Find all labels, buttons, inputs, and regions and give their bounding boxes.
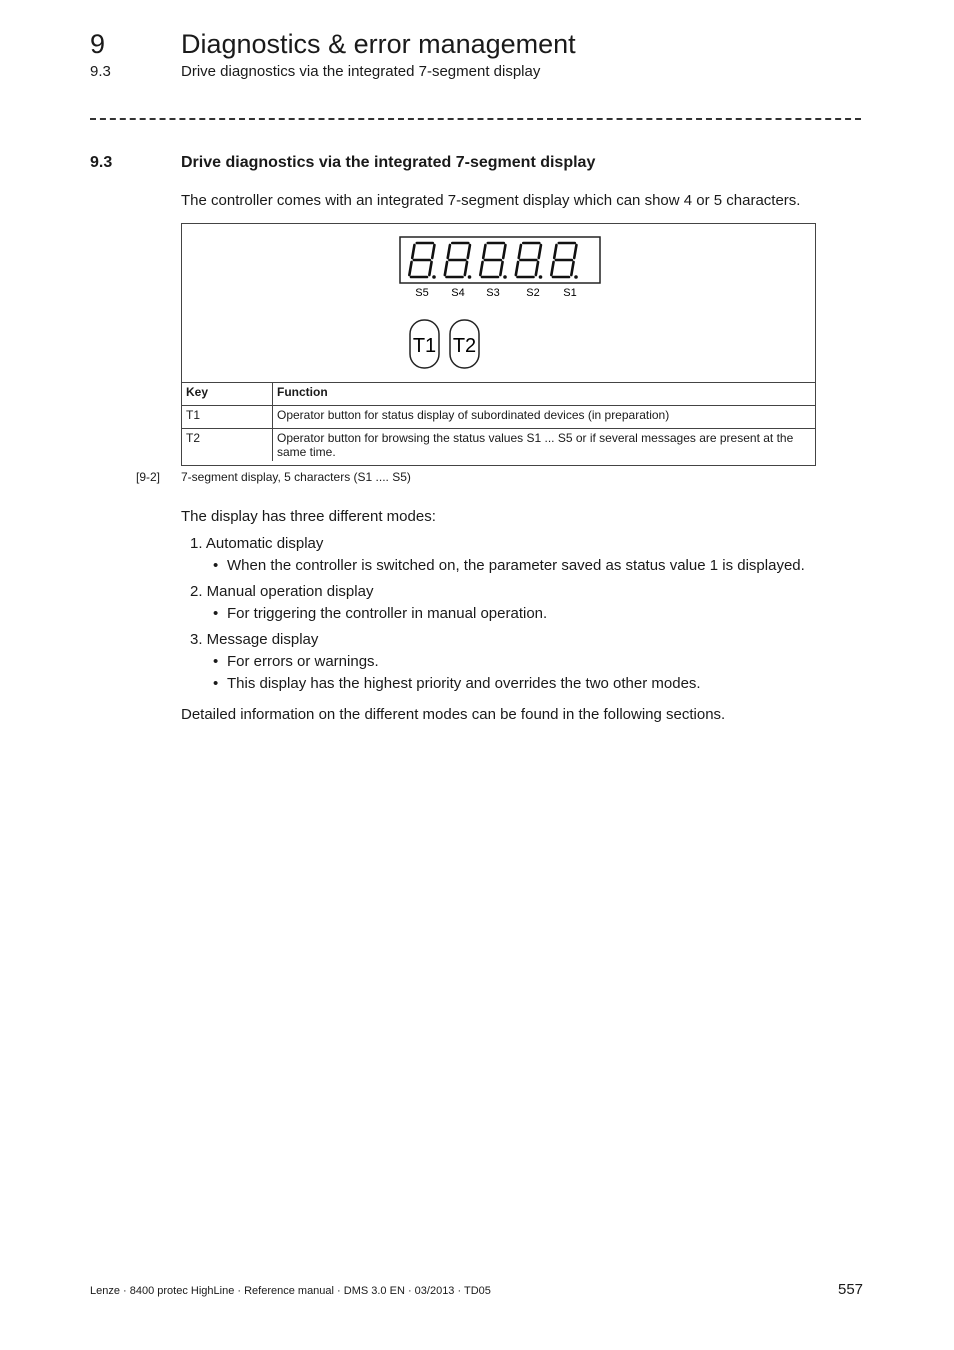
bullet-glyph: •	[213, 557, 219, 574]
list-item	[181, 582, 861, 624]
section-title: Drive diagnostics via the integrated 7-segment display	[181, 154, 596, 171]
digit-5-segment-6	[554, 245, 556, 258]
digit-4-segment-6	[519, 245, 521, 258]
digit-4-decimal-point	[539, 275, 543, 279]
digit-label-s4: S4	[451, 287, 465, 299]
table-cell-function: Operator button for status display of subordinated devices (in preparation)	[273, 406, 817, 429]
chapter-title: Diagnostics & error management	[181, 29, 576, 59]
mode-bullets	[181, 556, 861, 576]
digit-labels	[415, 287, 576, 299]
section-intro: The controller comes with an integrated 7-segment display which can show 4 or 5 characters.	[181, 192, 801, 209]
digit-2-segment-2	[468, 245, 470, 258]
digit-2-segment-5	[445, 262, 447, 275]
table-cell-key: T2	[182, 429, 273, 462]
table-header-row	[182, 383, 816, 406]
digit-label-s1: S1	[563, 287, 577, 299]
mode-title: 3. Message display	[190, 631, 319, 648]
digit-5-segment-3	[571, 262, 573, 275]
digit-5-decimal-point	[574, 275, 578, 279]
digit-5-segment-5	[551, 262, 553, 275]
bullet-text: For triggering the controller in manual operation.	[227, 605, 548, 622]
page-number: 557	[838, 1281, 864, 1298]
digit-4-segment-3	[536, 262, 538, 275]
button-t1-label: T1	[412, 335, 437, 357]
bullet-item	[181, 674, 861, 694]
mode-bullets	[181, 652, 861, 694]
closing-paragraph: Detailed information on the different modes can be found in the following sections.	[181, 706, 726, 723]
digit-2-segment-3	[465, 262, 467, 275]
digit-4-segment-2	[539, 245, 541, 258]
digit-1-segment-5	[409, 262, 411, 275]
key-function-table	[182, 382, 816, 461]
table-header-key: Key	[182, 383, 273, 406]
digit-2-decimal-point	[468, 275, 472, 279]
mode-title: 2. Manual operation display	[190, 583, 374, 600]
bullet-text: This display has the highest priority and overrides the two other modes.	[227, 675, 701, 692]
running-section-number: 9.3	[90, 63, 111, 80]
mode-title: 1. Automatic display	[190, 535, 324, 552]
bullet-text: For errors or warnings.	[227, 653, 379, 670]
digit-3-segment-6	[483, 245, 485, 258]
section-number: 9.3	[90, 154, 113, 171]
digit-1-decimal-point	[432, 275, 436, 279]
bullet-glyph: •	[213, 653, 219, 670]
table-header-function: Function	[273, 383, 817, 406]
digit-3-segment-2	[503, 245, 505, 258]
list-item	[181, 534, 861, 576]
bullet-item	[181, 556, 861, 576]
bullet-glyph: •	[213, 605, 219, 622]
bullet-item	[181, 652, 861, 672]
table-row	[182, 406, 816, 429]
list-item	[181, 630, 861, 694]
bullet-glyph: •	[213, 675, 219, 692]
button-t2-label: T2	[452, 335, 477, 357]
digit-1-segment-3	[429, 262, 431, 275]
digit-1-segment-2	[432, 245, 434, 258]
modes-list	[181, 534, 861, 700]
digit-4-segment-5	[516, 262, 518, 275]
figure-7-segment-display	[181, 223, 816, 466]
seven-segment-diagram	[182, 224, 816, 382]
button-t1[interactable]	[410, 320, 439, 368]
button-t2[interactable]	[450, 320, 479, 368]
table-row	[182, 429, 816, 462]
digit-2-segment-6	[448, 245, 450, 258]
digit-3-decimal-point	[503, 275, 507, 279]
digit-5-segment-2	[574, 245, 576, 258]
figure-number: [9-2]	[136, 470, 161, 484]
table-cell-function: Operator button for browsing the status values S1 ... S5 or if several messages are present at the same time.	[273, 429, 817, 462]
mode-bullets	[181, 604, 861, 624]
footer-document-info: Lenze · 8400 protec HighLine · Reference manual · DMS 3.0 EN · 03/2013 · TD05	[90, 1285, 491, 1297]
digit-1-segment-6	[412, 245, 414, 258]
running-section-title: Drive diagnostics via the integrated 7-segment display	[181, 63, 541, 80]
modes-intro: The display has three different modes:	[181, 508, 436, 525]
digit-3-segment-5	[480, 262, 482, 275]
figure-caption: 7-segment display, 5 characters (S1 .... S5)	[181, 470, 411, 484]
chapter-number: 9	[90, 29, 106, 59]
digit-label-s2: S2	[526, 287, 540, 299]
table-cell-key: T1	[182, 406, 273, 429]
digit-label-s3: S3	[486, 287, 500, 299]
digit-group	[409, 243, 577, 279]
digit-label-s5: S5	[415, 287, 429, 299]
bullet-item	[181, 604, 861, 624]
bullet-text: When the controller is switched on, the parameter saved as status value 1 is displayed.	[227, 557, 805, 574]
header-divider	[90, 118, 861, 120]
digit-3-segment-3	[500, 262, 502, 275]
